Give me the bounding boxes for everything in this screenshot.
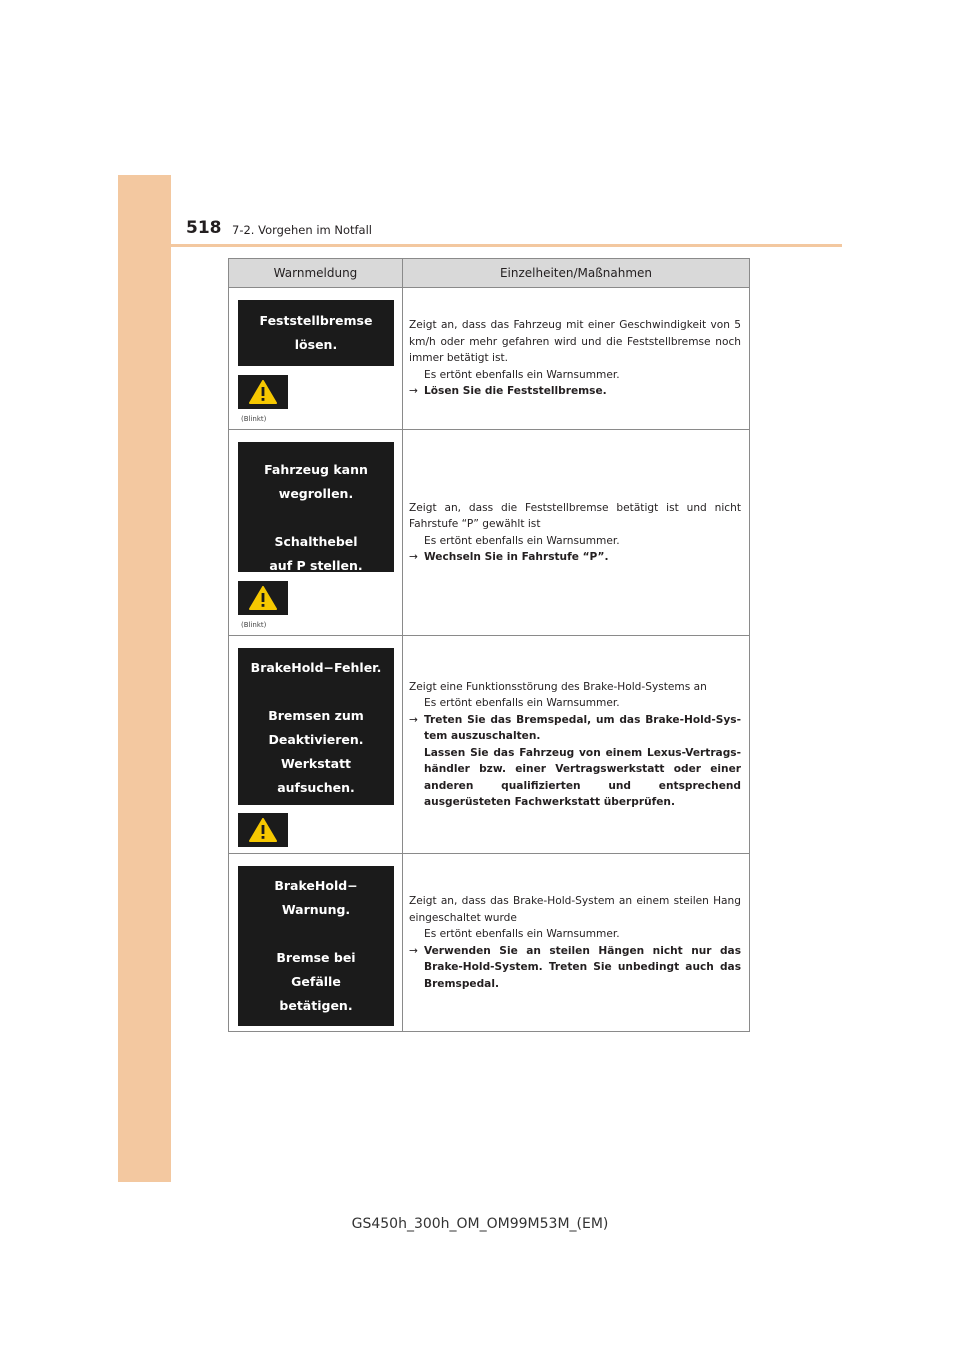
details-cell	[403, 854, 750, 1032]
display-line: Feststellbremse	[259, 313, 373, 328]
details-cell	[403, 430, 750, 636]
display-line: BrakeHold−Fehler.	[250, 660, 382, 675]
action-text: → Wechseln Sie in Fahrstufe “P”.	[409, 549, 741, 566]
display-line: Deaktivieren.	[268, 732, 364, 747]
display-line: Bremse bei	[276, 950, 356, 965]
details-cell	[403, 636, 750, 854]
arrow-right-icon: →	[409, 944, 418, 957]
display-line: betätigen.	[279, 998, 353, 1013]
warning-visual-cell	[229, 430, 403, 636]
description-text: Zeigt an, dass die Feststellbremse betätigt ist und nicht Fahrstufe “P” gewählt ist	[409, 501, 741, 530]
action-text: → Treten Sie das Bremspedal, um das Brake-Hold-System auszuschalten.	[409, 713, 741, 742]
display-line: Warnung.	[281, 902, 351, 917]
description-text: Zeigt eine Funktionsstörung des Brake-Hold-Systems an	[409, 680, 707, 693]
column-header-details: Einzelheiten/Maßnahmen	[403, 259, 750, 288]
buzzer-text: Es ertönt ebenfalls ein Warnsummer.	[424, 928, 620, 940]
action-text: → Verwenden Sie an steilen Hängen nicht nur das Brake-Hold-System. Treten Sie unbedingt auch das Bremspedal.	[409, 944, 741, 990]
message-display	[238, 866, 394, 1026]
arrow-right-icon: →	[409, 713, 418, 726]
warning-visual-cell	[229, 636, 403, 854]
blink-label: (Blinkt)	[241, 621, 267, 629]
warning-visual-cell	[229, 854, 403, 1032]
message-display	[238, 300, 394, 366]
warning-message-table	[228, 258, 750, 1032]
description-text: Zeigt an, dass das Brake-Hold-System an einem steilen Hang eingeschaltet wurde	[409, 895, 741, 924]
table-row	[229, 636, 750, 854]
table-header-row	[229, 259, 750, 288]
buzzer-text: Es ertönt ebenfalls ein Warnsummer.	[424, 368, 620, 381]
chapter-tab-sidebar	[118, 175, 171, 1182]
message-display	[238, 442, 394, 572]
details-cell	[403, 288, 750, 430]
display-line: Schalthebel	[274, 534, 358, 549]
page-number: 518	[186, 218, 222, 238]
section-title: 7-2. Vorgehen im Notfall	[232, 223, 372, 237]
table-row	[229, 288, 750, 430]
display-line: Gefälle	[291, 974, 341, 989]
action-text-secondary: Lassen Sie das Fahrzeug von einem Lexus-Vertragshändler bzw. einer Vertragswerkstatt oder einer anderen qualifizierten und entsprechend ausgerüsteten Fachwerkstatt überprüfen.	[424, 746, 741, 808]
display-line: Werkstatt	[280, 756, 352, 771]
warning-visual-cell	[229, 288, 403, 430]
display-line: aufsuchen.	[277, 780, 355, 795]
document-code-footer: GS450h_300h_OM_OM99M53M_(EM)	[351, 1216, 609, 1232]
table-row	[229, 854, 750, 1032]
header-divider	[118, 244, 842, 247]
display-line: auf P stellen.	[269, 558, 363, 573]
column-header-warning: Warnmeldung	[229, 259, 403, 288]
arrow-right-icon: →	[409, 385, 418, 398]
blink-label: (Blinkt)	[241, 415, 267, 423]
warning-triangle-icon	[238, 375, 288, 409]
warning-triangle-icon	[238, 581, 288, 615]
message-display	[238, 648, 394, 805]
display-line: BrakeHold−	[274, 878, 358, 893]
table-row	[229, 430, 750, 636]
display-line: Fahrzeug kann	[264, 462, 368, 477]
description-text: Zeigt an, dass das Fahrzeug mit einer Geschwindigkeit von 5 km/h oder mehr gefahren wird und die Feststellbremse noch immer betätigt ist.	[409, 319, 741, 365]
buzzer-text: Es ertönt ebenfalls ein Warnsummer.	[424, 697, 620, 709]
warning-triangle-icon	[238, 813, 288, 847]
display-line: lösen.	[294, 337, 338, 352]
buzzer-text: Es ertönt ebenfalls ein Warnsummer.	[424, 534, 620, 547]
action-text: → Lösen Sie die Feststellbremse.	[409, 383, 741, 400]
display-line: wegrollen.	[278, 486, 354, 501]
display-line: Bremsen zum	[268, 708, 364, 723]
arrow-right-icon: →	[409, 551, 418, 563]
